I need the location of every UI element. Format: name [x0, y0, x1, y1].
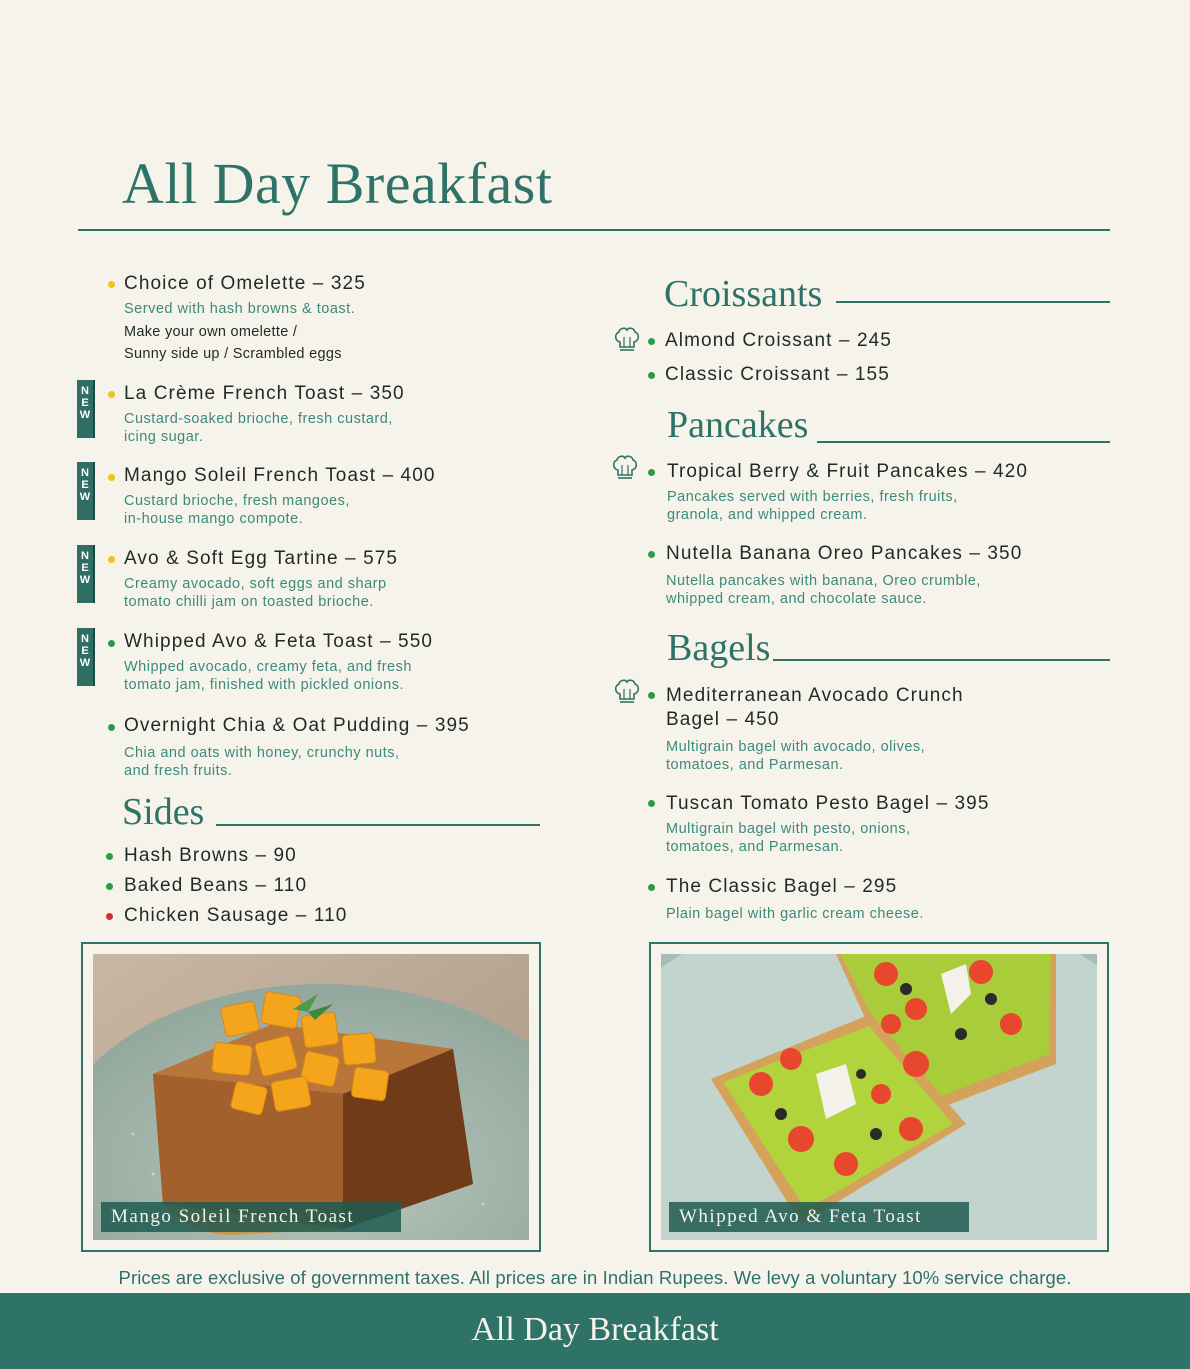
- side-item-baked-beans: Baked Beans – 110: [124, 875, 308, 896]
- menu-item-mango-soleil-french-toast: [124, 464, 436, 528]
- item-name: Overnight Chia & Oat Pudding – 395: [124, 715, 470, 736]
- item-name: Nutella Banana Oreo Pancakes – 350: [666, 543, 1023, 564]
- menu-item-omelette: [124, 272, 366, 365]
- avo-toast-illustration: [661, 954, 1097, 1240]
- section-divider: [836, 301, 1110, 303]
- veg-indicator-dot: [648, 372, 655, 379]
- item-name: Whipped Avo & Feta Toast – 550: [124, 631, 434, 652]
- item-desc: tomato chilli jam on toasted brioche.: [124, 594, 374, 610]
- item-name: Mediterranean Avocado Crunch: [666, 685, 964, 706]
- photo-mango-soleil-french-toast: [93, 954, 529, 1240]
- item-desc: Creamy avocado, soft eggs and sharp: [124, 576, 387, 592]
- veg-indicator-dot: [108, 640, 115, 647]
- section-title-sides: Sides: [122, 791, 205, 833]
- item-desc: Served with hash browns & toast.: [124, 301, 356, 317]
- title-divider: [78, 229, 1110, 231]
- item-desc: Nutella pancakes with banana, Oreo crumble,: [666, 573, 981, 589]
- menu-item-tuscan-bagel: [666, 792, 990, 856]
- item-name: Mango Soleil French Toast – 400: [124, 465, 436, 486]
- egg-indicator-dot: [108, 281, 115, 288]
- menu-item-tropical-berry-pancakes: [667, 460, 1028, 524]
- menu-item-almond-croissant: Almond Croissant – 245: [665, 330, 892, 351]
- price-disclaimer: Prices are exclusive of government taxes. All prices are in Indian Rupees. We levy a voluntary 10% service charge.: [118, 1267, 1072, 1288]
- item-desc: whipped cream, and chocolate sauce.: [666, 591, 927, 607]
- section-title-pancakes: Pancakes: [667, 404, 809, 446]
- new-badge: N E W: [77, 628, 95, 686]
- menu-item-avo-soft-egg-tartine: [124, 547, 398, 611]
- item-name: La Crème French Toast – 350: [124, 383, 405, 404]
- item-desc: tomatoes, and Parmesan.: [666, 757, 844, 773]
- item-desc: Chia and oats with honey, crunchy nuts,: [124, 745, 400, 761]
- item-desc: granola, and whipped cream.: [667, 507, 868, 523]
- veg-indicator-dot: [648, 884, 655, 891]
- item-desc: Custard brioche, fresh mangoes,: [124, 493, 350, 509]
- new-badge: N E W: [77, 380, 95, 438]
- veg-indicator-dot: [648, 338, 655, 345]
- photo-caption: Mango Soleil French Toast: [101, 1202, 401, 1232]
- veg-indicator-dot: [648, 469, 655, 476]
- footer-bar: [0, 1293, 1190, 1369]
- section-title-croissants: Croissants: [664, 273, 823, 315]
- photo-frame-avo-toast: [649, 942, 1109, 1252]
- menu-item-mediterranean-bagel: [666, 684, 964, 774]
- veg-indicator-dot: [648, 800, 655, 807]
- item-desc: Custard-soaked brioche, fresh custard,: [124, 411, 393, 427]
- veg-indicator-dot: [106, 853, 113, 860]
- menu-item-classic-croissant: Classic Croissant – 155: [665, 364, 890, 385]
- item-desc: tomatoes, and Parmesan.: [666, 839, 844, 855]
- chef-hat-icon: [610, 453, 640, 483]
- veg-indicator-dot: [648, 692, 655, 699]
- item-desc: tomato jam, finished with pickled onions.: [124, 677, 405, 693]
- veg-indicator-dot: [108, 724, 115, 731]
- item-name: Tuscan Tomato Pesto Bagel – 395: [666, 793, 990, 814]
- egg-indicator-dot: [108, 556, 115, 563]
- menu-item-la-creme-french-toast: [124, 382, 405, 446]
- item-desc: Multigrain bagel with pesto, onions,: [666, 821, 911, 837]
- chef-hat-icon: [612, 325, 642, 355]
- item-desc: Plain bagel with garlic cream cheese.: [666, 906, 924, 922]
- chef-hat-icon: [612, 677, 642, 707]
- veg-indicator-dot: [648, 551, 655, 558]
- photo-caption: Whipped Avo & Feta Toast: [669, 1202, 969, 1232]
- menu-item-classic-bagel: [666, 875, 924, 923]
- french-toast-illustration: [93, 954, 529, 1240]
- item-note: Make your own omelette /: [124, 324, 298, 340]
- section-divider: [773, 659, 1110, 661]
- item-desc: Whipped avocado, creamy feta, and fresh: [124, 659, 412, 675]
- photo-frame-mango-toast: [81, 942, 541, 1252]
- item-name: Tropical Berry & Fruit Pancakes – 420: [667, 461, 1029, 482]
- item-note: Sunny side up / Scrambled eggs: [124, 346, 342, 362]
- item-name: Choice of Omelette – 325: [124, 273, 366, 294]
- menu-item-nutella-banana-pancakes: [666, 542, 1022, 608]
- item-name: The Classic Bagel – 295: [666, 876, 898, 897]
- side-item-hash-browns: Hash Browns – 90: [124, 845, 297, 866]
- page-title: All Day Breakfast: [122, 151, 553, 216]
- new-badge: N E W: [77, 545, 95, 603]
- item-name: Avo & Soft Egg Tartine – 575: [124, 548, 399, 569]
- nonveg-indicator-dot: [106, 913, 113, 920]
- item-desc: Pancakes served with berries, fresh fruits,: [667, 489, 958, 505]
- item-desc: in-house mango compote.: [124, 511, 304, 527]
- new-badge: N E W: [77, 462, 95, 520]
- item-desc: Multigrain bagel with avocado, olives,: [666, 739, 926, 755]
- veg-indicator-dot: [106, 883, 113, 890]
- item-desc: and fresh fruits.: [124, 763, 233, 779]
- menu-item-whipped-avo-feta-toast: [124, 630, 433, 694]
- section-title-bagels: Bagels: [667, 627, 771, 669]
- egg-indicator-dot: [108, 474, 115, 481]
- side-item-chicken-sausage: Chicken Sausage – 110: [124, 905, 348, 926]
- item-name: Bagel – 450: [666, 709, 780, 730]
- photo-whipped-avo-feta-toast: [661, 954, 1097, 1240]
- item-desc: icing sugar.: [124, 429, 204, 445]
- footer-title: All Day Breakfast: [471, 1311, 719, 1348]
- section-divider: [216, 824, 540, 826]
- menu-item-overnight-chia-pudding: [124, 714, 470, 780]
- egg-indicator-dot: [108, 391, 115, 398]
- section-divider: [817, 441, 1110, 443]
